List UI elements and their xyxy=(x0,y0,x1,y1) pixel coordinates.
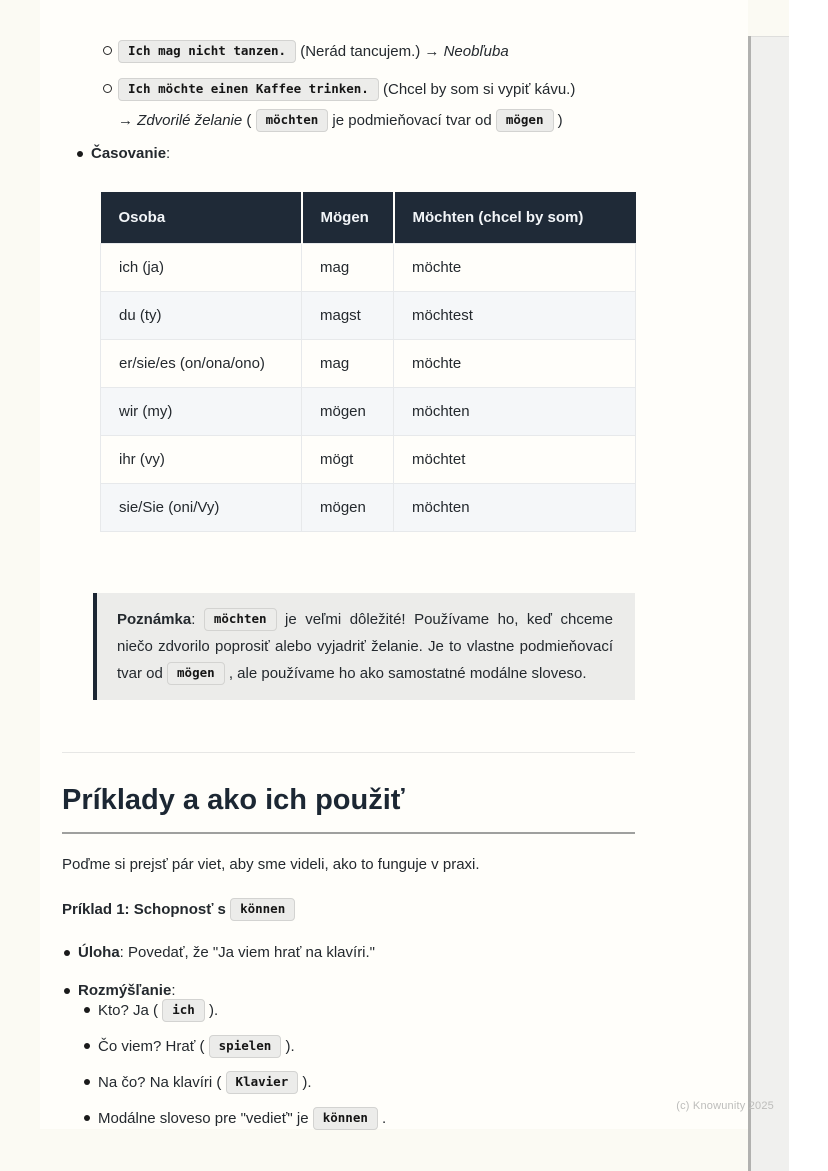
table-header xyxy=(101,192,636,244)
translation-text: (Nerád tancujem.) → xyxy=(296,43,444,60)
casovanie-label: Časovanie xyxy=(91,145,167,162)
disc-bullet-icon xyxy=(64,950,70,956)
table-cell: möchtest xyxy=(394,292,636,340)
example-title-label: Príklad 1: Schopnosť s xyxy=(62,901,231,918)
list-item xyxy=(103,40,648,64)
watermark: (c) Knowunity 2025 xyxy=(676,1100,774,1112)
step-line xyxy=(98,1036,295,1059)
table-cell: du (ty) xyxy=(101,292,302,340)
table-cell: sie/Sie (oni/Vy) xyxy=(101,484,302,532)
column-header: Osoba xyxy=(101,192,302,244)
casovanie-label-line xyxy=(91,143,170,165)
step-text: . xyxy=(377,1110,387,1127)
rozmyslanie-line xyxy=(78,980,175,1002)
code-chip: möchten xyxy=(204,608,277,631)
uloha-list-item xyxy=(64,942,639,964)
uloha-text: : Povedať, že "Ja viem hrať na klavíri." xyxy=(119,944,376,961)
code-chip: möchten xyxy=(256,109,329,132)
note-callout xyxy=(93,593,635,700)
step-text: Na čo? Na klavíri ( xyxy=(98,1074,226,1091)
table-cell: ich (ja) xyxy=(101,244,302,292)
table-row xyxy=(101,436,636,484)
casovanie-list-item xyxy=(77,143,170,165)
disc-bullet-icon xyxy=(64,988,70,994)
right-panel xyxy=(789,0,828,1171)
step-line xyxy=(98,1072,312,1095)
step-text: Modálne sloveso pre "vedieť" je xyxy=(98,1110,313,1127)
table-cell: mag xyxy=(302,244,394,292)
paren-text: ( xyxy=(242,112,256,129)
table-cell: ihr (vy) xyxy=(101,436,302,484)
translation-text: (Chcel by som si vypiť kávu.) xyxy=(378,81,576,98)
rozmyslanie-list-item xyxy=(64,980,639,1002)
scrollbar-track[interactable] xyxy=(751,36,789,1171)
colon-text: : xyxy=(191,611,204,628)
code-chip: mögen xyxy=(167,662,225,685)
table-cell: er/sie/es (on/ona/ono) xyxy=(101,340,302,388)
rozmyslanie-label: Rozmýšľanie xyxy=(78,982,172,999)
column-header: Mögen xyxy=(302,192,394,244)
section-heading: Príklady a ako ich použiť xyxy=(62,781,635,834)
explanation-text: je podmieňovací tvar od xyxy=(328,112,496,129)
table-row xyxy=(101,244,636,292)
list-item xyxy=(84,1108,639,1131)
disc-bullet-icon xyxy=(84,1079,90,1085)
code-chip: können xyxy=(230,898,295,921)
step-text: Kto? Ja ( xyxy=(98,1002,163,1019)
code-chip: spielen xyxy=(209,1035,282,1058)
category-label: Neobľuba xyxy=(443,43,509,60)
arrow-glyph: → xyxy=(118,112,138,129)
uloha-line xyxy=(78,942,375,964)
list-item xyxy=(103,78,648,133)
example-sentence xyxy=(118,40,509,64)
uloha-label: Úloha xyxy=(78,944,120,961)
document-paper xyxy=(40,0,748,1129)
paren-text: ) xyxy=(553,112,563,129)
thinking-steps-list xyxy=(84,1000,639,1144)
circle-bullet-icon xyxy=(103,84,112,93)
example-title xyxy=(62,899,635,922)
table-cell: möchtet xyxy=(394,436,636,484)
step-line xyxy=(98,1108,386,1131)
table-cell: möchten xyxy=(394,484,636,532)
column-header: Möchten (chcel by som) xyxy=(394,192,636,244)
table-cell: mögen xyxy=(302,484,394,532)
list-item xyxy=(84,1000,639,1023)
table-cell: mag xyxy=(302,340,394,388)
note-label: Poznámka xyxy=(117,611,192,628)
note-text: je veľmi dôležité! Používame ho, keď chceme niečo zdvorilo poprosiť alebo vyjadriť želanie. Je to vlastne podmieňovací tvar od xyxy=(117,611,613,682)
table-row xyxy=(101,388,636,436)
step-text: Čo viem? Hrať ( xyxy=(98,1038,209,1055)
circle-bullet-icon xyxy=(103,46,112,55)
list-item xyxy=(84,1036,639,1059)
step-text: ). xyxy=(298,1074,312,1091)
code-chip: mögen xyxy=(496,109,554,132)
horizontal-rule xyxy=(62,752,635,753)
table-cell: wir (my) xyxy=(101,388,302,436)
example-sentence xyxy=(118,78,575,133)
disc-bullet-icon xyxy=(77,151,83,157)
disc-bullet-icon xyxy=(84,1007,90,1013)
usage-examples-list xyxy=(103,40,648,133)
step-text: ). xyxy=(204,1002,219,1019)
code-chip: Ich möchte einen Kaffee trinken. xyxy=(118,78,379,101)
table-cell: magst xyxy=(302,292,394,340)
conjugation-table xyxy=(100,192,636,532)
note-text: , ale používame ho ako samostatné modálne sloveso. xyxy=(224,665,587,682)
example-sentence-line2 xyxy=(118,109,575,133)
table-cell: mögt xyxy=(302,436,394,484)
table-row xyxy=(101,340,636,388)
table-row xyxy=(101,292,636,340)
list-item xyxy=(84,1072,639,1095)
table-row xyxy=(101,484,636,532)
code-chip: können xyxy=(313,1107,378,1130)
colon-text: : xyxy=(171,982,176,999)
code-chip: Ich mag nicht tanzen. xyxy=(118,40,296,63)
colon-text: : xyxy=(166,145,171,162)
table-cell: möchte xyxy=(394,244,636,292)
scrollbar-thumb[interactable] xyxy=(748,36,751,1171)
category-label: Zdvorilé želanie xyxy=(137,112,243,129)
step-line xyxy=(98,1000,218,1023)
step-text: ). xyxy=(281,1038,295,1055)
intro-paragraph: Poďme si prejsť pár viet, aby sme videli, ako to funguje v praxi. xyxy=(62,856,480,873)
code-chip: ich xyxy=(162,999,205,1022)
table-cell: möchte xyxy=(394,340,636,388)
disc-bullet-icon xyxy=(84,1043,90,1049)
code-chip: Klavier xyxy=(226,1071,299,1094)
table-cell: möchten xyxy=(394,388,636,436)
disc-bullet-icon xyxy=(84,1115,90,1121)
table-cell: mögen xyxy=(302,388,394,436)
